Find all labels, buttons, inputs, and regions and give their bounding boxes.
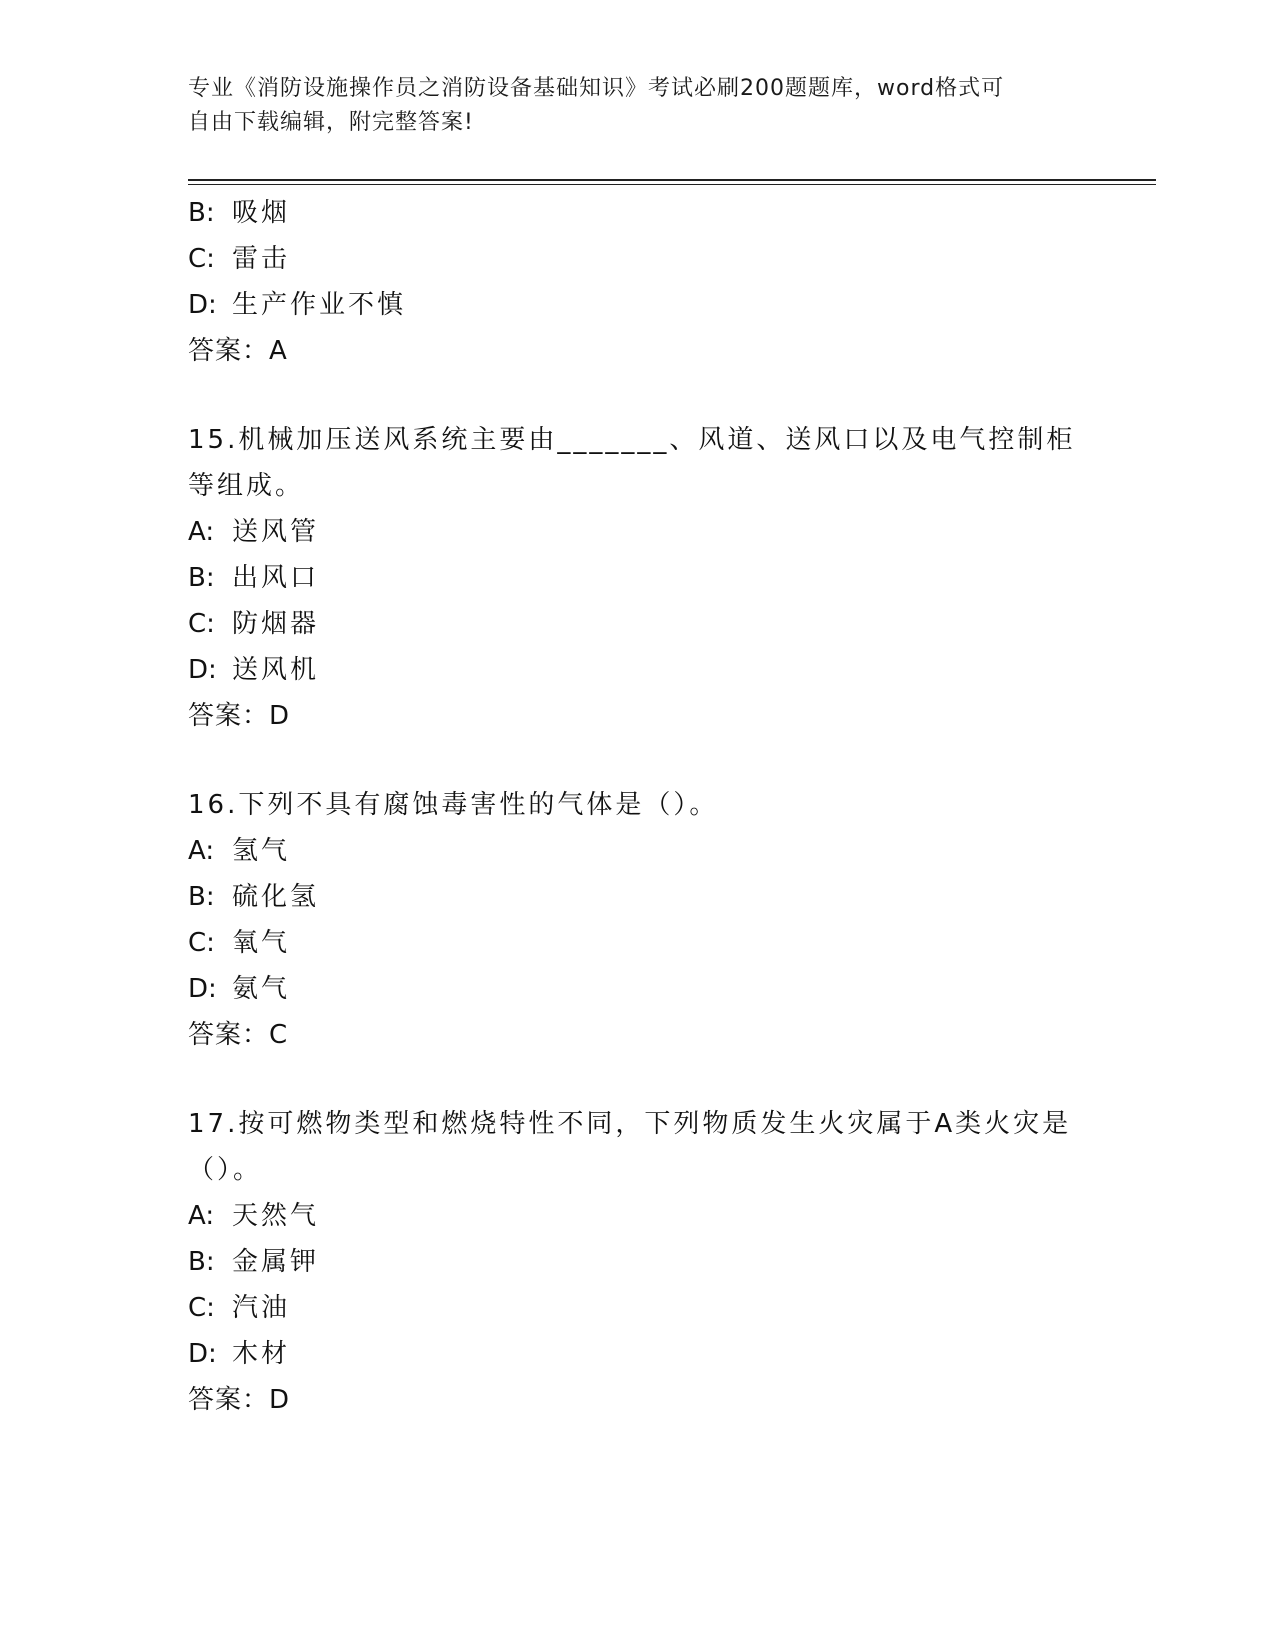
answer-line: 答案：A <box>188 336 288 366</box>
option-d <box>188 1331 1088 1377</box>
option-label: C: <box>188 609 215 639</box>
option-d <box>188 966 1088 1012</box>
option-text: 氢气 <box>232 836 291 866</box>
question-text-line-1: 17.按可燃物类型和燃烧特性不同，下列物质发生火灾属于A类火灾是 <box>188 1109 1072 1139</box>
question-text-line-2: 等组成。 <box>188 471 305 501</box>
question-list <box>188 190 1088 1423</box>
header-line-2: 自由下载编辑，附完整答案! <box>188 110 474 135</box>
option-text: 送风机 <box>232 655 320 685</box>
option-label: B: <box>188 198 215 228</box>
option-label: A: <box>188 836 215 866</box>
option-label: C: <box>188 1293 215 1323</box>
option-text: 生产作业不慎 <box>232 290 407 320</box>
option-text: 出风口 <box>232 563 320 593</box>
option-d <box>188 282 1088 328</box>
option-c <box>188 601 1088 647</box>
option-label: A: <box>188 1201 215 1231</box>
option-a <box>188 509 1088 555</box>
option-text: 汽油 <box>232 1293 291 1323</box>
header-divider-top <box>188 179 1156 181</box>
option-label: D: <box>188 974 217 1004</box>
option-a <box>188 828 1088 874</box>
option-text: 防烟器 <box>232 609 320 639</box>
answer-line: 答案：C <box>188 1020 289 1050</box>
option-label: C: <box>188 244 215 274</box>
option-text: 天然气 <box>232 1201 320 1231</box>
question-14-continued <box>188 190 1088 374</box>
option-d <box>188 647 1088 693</box>
option-label: D: <box>188 655 217 685</box>
option-a <box>188 1193 1088 1239</box>
option-label: D: <box>188 1339 217 1369</box>
option-text: 雷击 <box>232 244 291 274</box>
question-15 <box>188 417 1088 739</box>
option-label: D: <box>188 290 217 320</box>
option-label: B: <box>188 563 215 593</box>
answer-line: 答案：D <box>188 1385 291 1415</box>
option-text: 金属钾 <box>232 1247 320 1277</box>
option-b <box>188 555 1088 601</box>
option-c <box>188 236 1088 282</box>
option-c <box>188 920 1088 966</box>
option-label: B: <box>188 1247 215 1277</box>
option-c <box>188 1285 1088 1331</box>
option-text: 吸烟 <box>232 198 291 228</box>
document-header <box>188 72 1088 140</box>
header-divider-bottom <box>188 184 1156 185</box>
question-text-line-2: （）。 <box>188 1155 263 1185</box>
question-text-line-1: 15.机械加压送风系统主要由_______、风道、送风口以及电气控制柜 <box>188 425 1076 455</box>
option-label: C: <box>188 928 215 958</box>
option-b <box>188 190 1088 236</box>
option-label: A: <box>188 517 215 547</box>
option-text: 氨气 <box>232 974 291 1004</box>
option-label: B: <box>188 882 215 912</box>
option-text: 送风管 <box>232 517 320 547</box>
question-16 <box>188 782 1088 1058</box>
option-text: 氧气 <box>232 928 291 958</box>
option-b <box>188 1239 1088 1285</box>
option-b <box>188 874 1088 920</box>
option-text: 木材 <box>232 1339 291 1369</box>
question-17 <box>188 1101 1088 1423</box>
question-text-line-1: 16.下列不具有腐蚀毒害性的气体是（）。 <box>188 790 719 820</box>
header-line-1: 专业《消防设施操作员之消防设备基础知识》考试必刷200题题库，word格式可 <box>188 76 1005 101</box>
answer-line: 答案：D <box>188 701 291 731</box>
option-text: 硫化氢 <box>232 882 320 912</box>
